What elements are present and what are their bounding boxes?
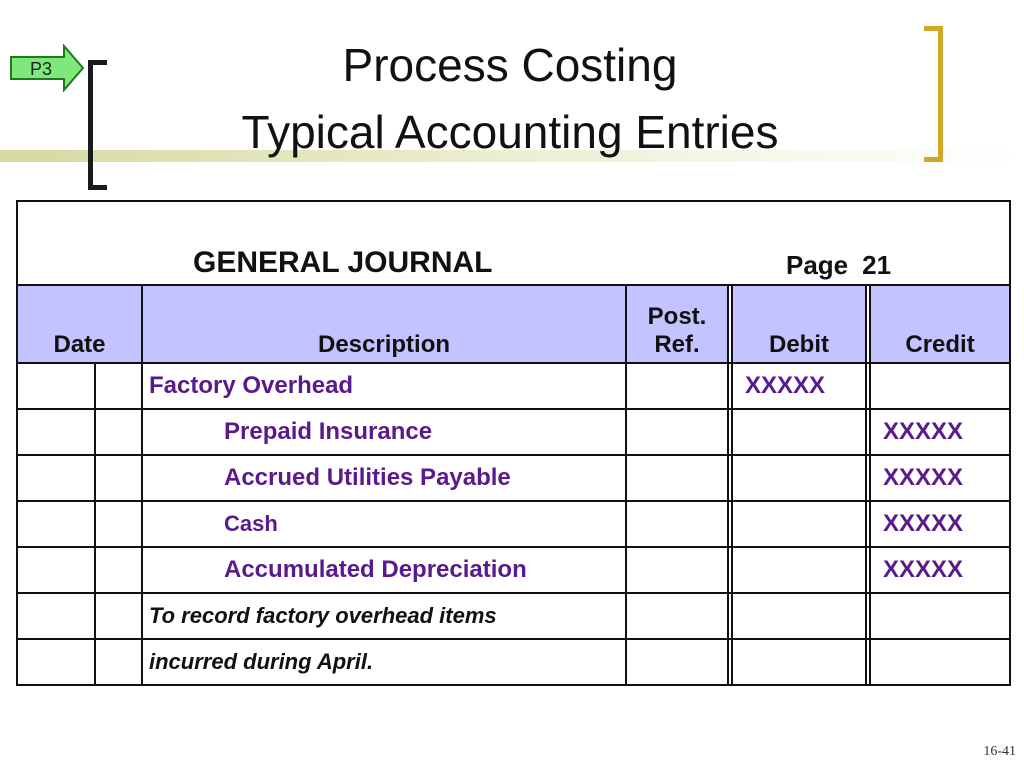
column-header-post-ref	[626, 285, 728, 363]
column-header-credit: Credit	[870, 285, 1010, 363]
credit-cell: XXXXX	[870, 501, 1010, 547]
journal-row	[17, 409, 1010, 455]
date-day-cell	[95, 593, 142, 639]
date-day-cell	[95, 501, 142, 547]
date-month-cell	[17, 409, 95, 455]
date-month-cell	[17, 639, 95, 685]
journal-header-row	[17, 201, 1010, 285]
description-cell: incurred during April.	[142, 639, 626, 685]
slide-number: 16-41	[983, 744, 1016, 759]
journal-row	[17, 455, 1010, 501]
post-ref-cell	[626, 501, 728, 547]
post-ref-cell	[626, 409, 728, 455]
date-month-cell	[17, 593, 95, 639]
description-cell: Accrued Utilities Payable	[142, 455, 626, 501]
description-cell: Accumulated Depreciation	[142, 547, 626, 593]
debit-cell	[732, 455, 866, 501]
column-header-description: Description	[142, 285, 626, 363]
debit-cell	[732, 547, 866, 593]
post-ref-cell	[626, 593, 728, 639]
left-bracket-decoration	[88, 60, 107, 190]
post-ref-cell	[626, 455, 728, 501]
credit-cell	[870, 639, 1010, 685]
page-number: 21	[862, 250, 892, 280]
debit-cell	[732, 639, 866, 685]
post-ref-cell	[626, 547, 728, 593]
description-cell: Factory Overhead	[142, 363, 626, 409]
description-cell: To record factory overhead items	[142, 593, 626, 639]
description-cell: Prepaid Insurance	[142, 409, 626, 455]
post-ref-line-2: Ref.	[654, 331, 700, 358]
journal-row	[17, 593, 1010, 639]
date-day-cell	[95, 409, 142, 455]
debit-cell	[732, 409, 866, 455]
journal-row	[17, 501, 1010, 547]
page-label: Page	[786, 250, 849, 280]
journal-row	[17, 547, 1010, 593]
date-month-cell	[17, 363, 95, 409]
date-day-cell	[95, 363, 142, 409]
debit-cell	[732, 501, 866, 547]
credit-cell	[870, 363, 1010, 409]
post-ref-cell	[626, 363, 728, 409]
journal-row	[17, 639, 1010, 685]
date-month-cell	[17, 501, 95, 547]
slide-title-line-2: Typical Accounting Entries	[241, 106, 779, 158]
page-indicator	[786, 250, 891, 281]
credit-cell	[870, 593, 1010, 639]
credit-cell: XXXXX	[870, 455, 1010, 501]
journal-row	[17, 363, 1010, 409]
post-ref-cell	[626, 639, 728, 685]
debit-cell: XXXXX	[732, 363, 866, 409]
date-day-cell	[95, 639, 142, 685]
date-month-cell	[17, 547, 95, 593]
credit-cell: XXXXX	[870, 547, 1010, 593]
post-ref-line-1: Post.	[647, 303, 707, 330]
journal-title: GENERAL JOURNAL	[193, 246, 493, 279]
right-bracket-decoration	[924, 26, 943, 162]
description-cell: Cash	[142, 501, 626, 547]
debit-cell	[732, 593, 866, 639]
slide-title-line-1: Process Costing	[342, 39, 678, 91]
column-header-debit: Debit	[732, 285, 866, 363]
date-month-cell	[17, 455, 95, 501]
credit-cell: XXXXX	[870, 409, 1010, 455]
general-journal-table	[16, 200, 1011, 686]
objective-label: P3	[29, 59, 53, 79]
date-day-cell	[95, 455, 142, 501]
column-header-row	[17, 285, 1010, 363]
date-day-cell	[95, 547, 142, 593]
column-header-date: Date	[17, 285, 142, 363]
